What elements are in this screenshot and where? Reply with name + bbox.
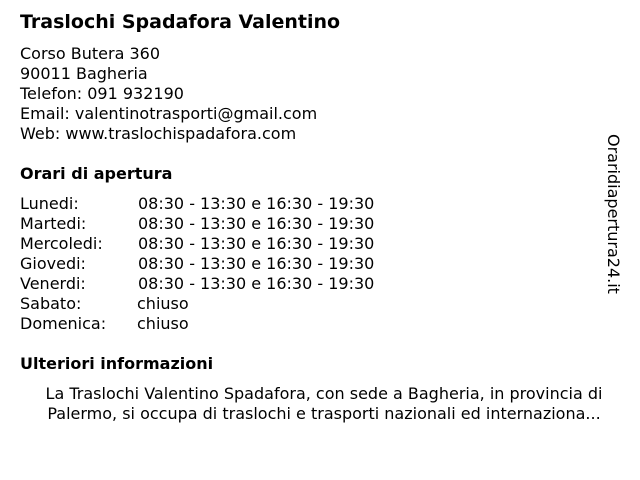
day-label: Lunedi: — [20, 194, 79, 213]
day-hours: 08:30 - 13:30 e 16:30 - 19:30 — [138, 214, 375, 233]
site-brand-text: Oraridiapertura24.it — [604, 134, 623, 294]
site-brand-watermark — [604, 134, 633, 310]
day-label: Domenica: — [20, 314, 107, 333]
day-hours: chiuso — [137, 314, 189, 333]
day-label: Martedi: — [20, 214, 87, 233]
more-info-line: Palermo, si occupa di traslochi e trasporti nazionali ed internaziona... — [47, 404, 601, 423]
day-hours: 08:30 - 13:30 e 16:30 - 19:30 — [138, 194, 375, 213]
more-info-heading: Ulteriori informazioni — [20, 354, 214, 373]
address-line: Corso Butera 360 — [20, 44, 160, 63]
more-info-line: La Traslochi Valentino Spadafora, con sede a Bagheria, in provincia di — [45, 384, 603, 403]
more-info-text — [14, 384, 634, 424]
phone-line: Telefon: 091 932190 — [20, 84, 184, 103]
day-label: Sabato: — [20, 294, 82, 313]
day-hours: 08:30 - 13:30 e 16:30 - 19:30 — [138, 274, 375, 293]
day-label: Giovedi: — [20, 254, 86, 273]
opening-hours-heading: Orari di apertura — [20, 164, 173, 183]
day-label: Venerdi: — [20, 274, 86, 293]
city-line: 90011 Bagheria — [20, 64, 148, 83]
business-name: Traslochi Spadafora Valentino — [20, 11, 341, 33]
email-line: Email: valentinotrasporti@gmail.com — [20, 104, 318, 123]
web-line: Web: www.traslochispadafora.com — [20, 124, 297, 143]
day-hours: 08:30 - 13:30 e 16:30 - 19:30 — [138, 254, 375, 273]
day-hours: 08:30 - 13:30 e 16:30 - 19:30 — [138, 234, 375, 253]
contact-block — [20, 44, 317, 144]
day-hours: chiuso — [137, 294, 189, 313]
day-label: Mercoledi: — [20, 234, 103, 253]
